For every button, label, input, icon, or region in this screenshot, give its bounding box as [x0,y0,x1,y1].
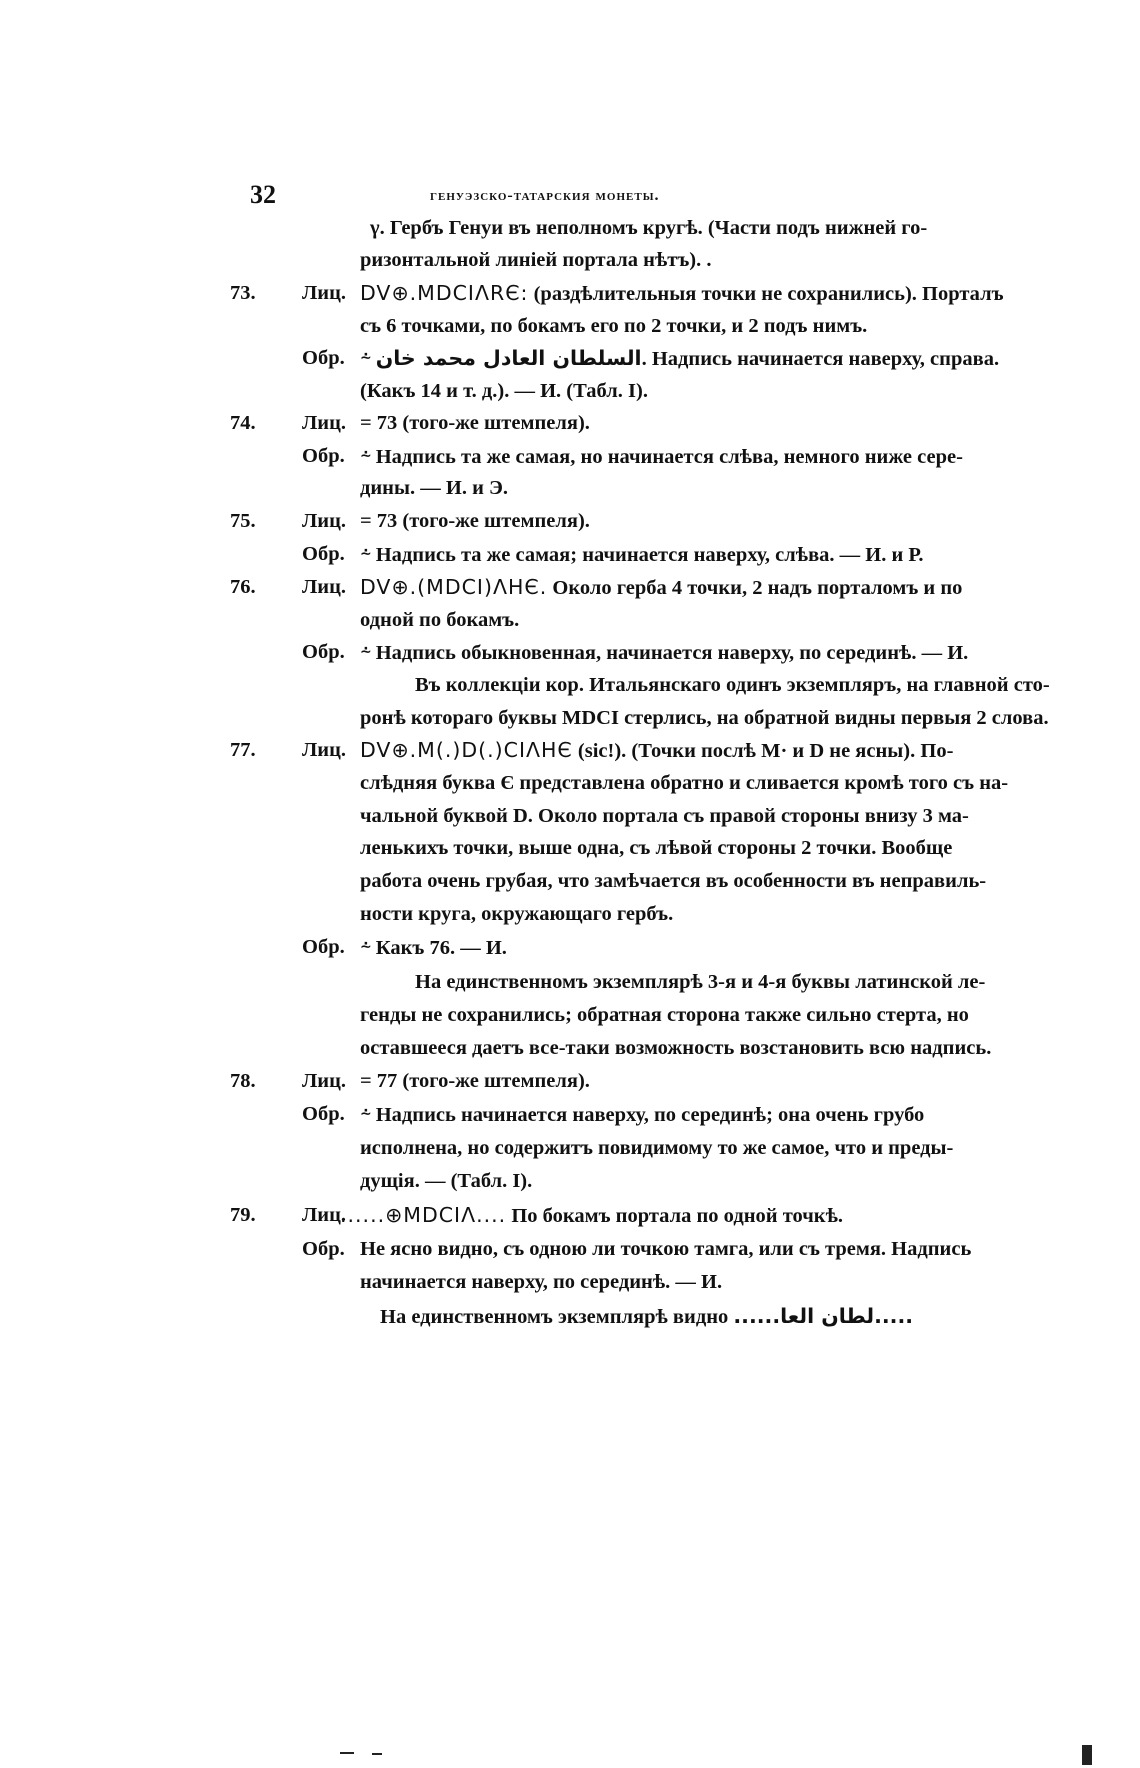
scan-artifact [372,1753,382,1755]
entry-text: = 73 (того-же штемпеля). [360,510,590,532]
paragraph-text: ризонтальной линіей портала нѣтъ). . [360,249,712,271]
entry-label: Лиц. [302,1204,347,1226]
entry-label: Обр. [302,543,345,565]
paragraph-text: На единственномъ экземплярѣ 3-я и 4-я буквы латинской ле- [415,971,986,993]
entry-text: работа очень грубая, что замѣчается въ особенности въ неправиль- [360,870,987,892]
legend-text: ......⊕MDCIΛ.... [340,1203,507,1227]
entry-text: чальной буквой D. Около портала съ правой стороны внизу 3 ма- [360,805,969,827]
entry-label: Обр. [302,445,345,467]
paragraph-text: На единственномъ экземплярѣ видно [380,1306,729,1328]
tamga-icon: ⩪ [360,448,372,464]
entry-number: 77. [230,739,256,761]
entry-text: = 73 (того-же штемпеля). [360,412,590,434]
legend-text: DV⊕.(MDCI)ΛHЄ. [360,575,548,599]
legend-text: DV⊕.MDCIΛRЄ: [360,281,529,305]
tamga-icon: ⩪ [360,350,372,366]
entry-label: Лиц. [302,510,347,532]
entry-text: слѣдняя буква Є представлена обратно и сливается кромѣ того съ на- [360,772,1009,794]
entry-text: дины. — И. и Э. [360,477,509,499]
entry-text: исполнена, но содержитъ повидимому то же самое, что и преды- [360,1137,954,1159]
entry-number: 79. [230,1204,256,1226]
tamga-icon: ⩪ [360,1106,372,1122]
entry-text: (Какъ 14 и т. д.). — И. (Табл. I). [360,380,648,402]
entry-label: Обр. [302,1238,345,1260]
entry-text: По бокамъ портала по одной точкѣ. [511,1205,844,1227]
entry-label: Лиц. [302,412,347,434]
tamga-icon: ⩪ [360,644,372,660]
legend-text: DV⊕.M(.)D(.)CIΛHЄ [360,738,573,762]
entry-number: 74. [230,412,256,434]
tamga-icon: ⩪ [360,546,372,562]
entry-label: Обр. [302,641,345,663]
arabic-inscription: السلطان العادل محمد خان [375,346,642,370]
running-title: генуэзско-татарския монеты. [430,187,660,204]
entry-text: Надпись начинается наверху, по серединѣ; она очень грубо [375,1104,925,1126]
entry-label: Обр. [302,936,345,958]
entry-number: 73. [230,282,256,304]
paragraph-text: генды не сохранились; обратная сторона также сильно стерта, но [360,1004,969,1026]
entry-text: (раздѣлительныя точки не сохранились). Порталъ [533,283,1004,305]
entry-text: = 77 (того-же штемпеля). [360,1070,590,1092]
entry-label: Обр. [302,347,345,369]
entry-text: Надпись обыкновенная, начинается наверху, по серединѣ. — И. [375,642,969,664]
page-header [250,180,1010,210]
entry-label: Лиц. [302,739,347,761]
paragraph-text: γ. Гербъ Генуи въ неполномъ кругѣ. (Части подъ нижней го- [370,217,928,239]
entry-number: 75. [230,510,256,532]
entry-text: Какъ 76. — И. [375,937,507,959]
entry-text: Около герба 4 точки, 2 надъ порталомъ и по [552,577,963,599]
tamga-icon: ⩪ [360,939,372,955]
paragraph-text: ронѣ котораго буквы MDCI стерлись, на обратной видны первыя 2 слова. [360,707,1049,729]
paragraph-text: оставшееся даетъ все-таки возможность возстановить всю надпись. [360,1037,992,1059]
scan-artifact [1082,1745,1092,1765]
entry-text: (sic!). (Точки послѣ M· и D не ясны). По- [577,740,954,762]
entry-text: Надпись та же самая, но начинается слѣва, немного ниже сере- [375,446,963,468]
entry-text: начинается наверху, по серединѣ. — И. [360,1271,723,1293]
entry-text: одной по бокамъ. [360,609,520,631]
arabic-inscription: ......لطان العا..... [733,1304,914,1328]
entry-text: . Надпись начинается наверху, справа. [641,348,1000,370]
entry-label: Лиц. [302,576,347,598]
entry-label: Лиц. [302,282,347,304]
entry-text: Надпись та же самая; начинается наверху, слѣва. — И. и Р. [375,544,924,566]
entry-text: ности круга, окружающаго гербъ. [360,903,674,925]
entry-text: дущія. — (Табл. I). [360,1170,533,1192]
entry-label: Обр. [302,1103,345,1125]
entry-text: ленькихъ точки, выше одна, съ лѣвой стороны 2 точки. Вообще [360,837,953,859]
entry-number: 78. [230,1070,256,1092]
entry-number: 76. [230,576,256,598]
page-number: 32 [250,180,276,209]
entry-label: Лиц. [302,1070,347,1092]
entry-text: Не ясно видно, съ одною ли точкою тамга, или съ тремя. Надпись [360,1238,972,1260]
scan-artifact [340,1752,354,1754]
entry-text: съ 6 точками, по бокамъ его по 2 точки, и 2 подъ нимъ. [360,315,868,337]
paragraph-text: Въ коллекціи кор. Итальянскаго одинъ экземпляръ, на главной сто- [415,674,1050,696]
